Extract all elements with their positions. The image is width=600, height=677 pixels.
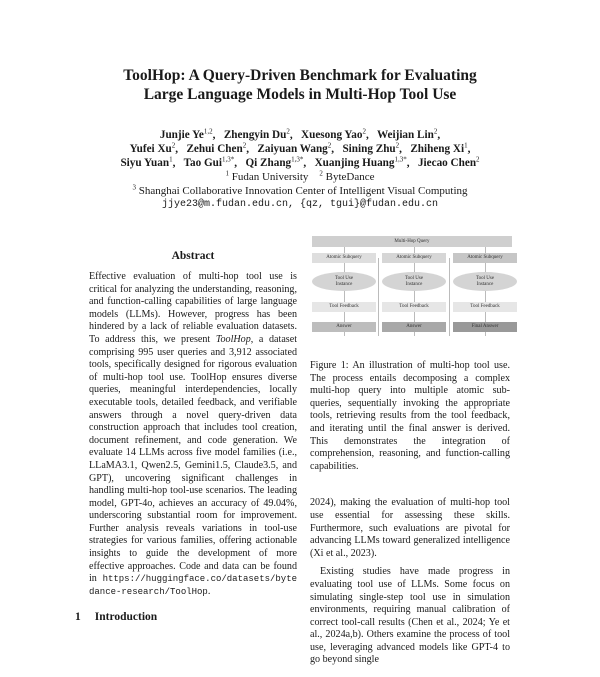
connector-line: [378, 258, 379, 336]
affiliation-line: $^3$ Shanghai Collaborative Innovation Center of Intelligent Visual Computing: [132, 183, 468, 197]
atomic-subquery-box: Atomic Subquery: [382, 253, 446, 263]
atomic-subquery-box: Atomic Subquery: [453, 253, 517, 263]
author-name: Xuanjing Huang$^{1,3*}$,: [314, 155, 410, 169]
abstract-body: Effective evaluation of multi-hop tool use is critical for analyzing the understanding, reasoning, and function-calling capabilities of large language models (LLMs). However, progress has been hindered by a lack of reliable evaluation datasets. To address this, we present ToolHop, a dataset comprising 995 user queries and 3,912 associated tools, specifically designed for rigorous evaluation of multi-hop tool use. ToolHop ensures diverse queries, meaningful interdependencies, locally executable tools, detailed feedback, and verifiable answers through a novel query-driven data construction approach that includes tool creation, document refinement, and code generation. We evaluate 14 LLMs across five model families (i.e., LLaMA3.1, Qwen2.5, Gemini1.5, Claude3.5, and GPT), uncovering significant challenges in handling multi-hop tool-use scenarios. The leading model, GPT-4o, achieves an accuracy of 49.04%, underscoring substantial room for improvement. Further analysis reveals variations in tool-use strategies for various families, offering actionable insights to guide the development of more effective approaches. Code and data can be found in https://huggingface.co/datasets/bytedance-research/ToolHop.: [89, 271, 298, 597]
tool-feedback-box: Tool Feedback: [312, 302, 376, 312]
paragraph: Existing studies have made progress in evaluating tool use of LLMs. Some focus on simulating single-step tool use in simulation environments, requiring manual calibration of correct tool-call results (Chen et al., 2024; Ye et al., 2024a,b). Others examine the process of tool use, leveraging advanced models like GPT-4 to go beyond single: [310, 566, 510, 666]
tool-use-instance-ellipse: Tool Use Instance: [312, 272, 376, 291]
figure-multi-hop-diagram: [312, 234, 520, 336]
author-name: Jiecao Chen$^2$: [417, 155, 480, 169]
intro-body: [310, 497, 510, 667]
two-column-body: [0, 234, 600, 667]
author-name: Xuesong Yao$^2$,: [301, 127, 369, 141]
connector-line: [449, 258, 450, 336]
tool-feedback-box: Tool Feedback: [382, 302, 446, 312]
tool-feedback-box: Tool Feedback: [453, 302, 517, 312]
author-name: Tao Gui$^{1,3*}$,: [183, 155, 238, 169]
answer-box: Answer: [312, 322, 376, 332]
author-name: Qi Zhang$^{1,3*}$,: [245, 155, 307, 169]
author-name: Yufei Xu$^2$,: [129, 141, 179, 155]
paper-header: [0, 0, 600, 212]
affiliation: Fudan University: [231, 171, 309, 183]
author-name: Siyu Yuan$^1$,: [120, 155, 176, 169]
author-name: Junjie Ye$^{1,2}$,: [159, 127, 216, 141]
author-name: Zhiheng Xi$^1$,: [410, 141, 471, 155]
tool-use-instance-ellipse: Tool Use Instance: [382, 272, 446, 291]
multi-hop-query-box: Multi-Hop Query: [312, 236, 512, 247]
right-column: [310, 234, 510, 667]
author-name: Zhengyin Du$^2$,: [223, 127, 293, 141]
paragraph: 2024), making the evaluation of multi-hop tool use essential for assessing these skills. Furthermore, such evaluations are pivotal for advancing LLMs toward generalized intelligence (Xi et al., 2023).: [310, 497, 510, 559]
title-line: Large Language Models in Multi-Hop Tool Use: [143, 86, 457, 103]
abstract-heading: Abstract: [171, 250, 215, 262]
author-emails: jjye23@m.fudan.edu.cn, {qz, tgui}@fudan.edu.cn: [161, 199, 439, 210]
author-name: Zehui Chen$^2$,: [186, 141, 249, 155]
answer-box: Answer: [382, 322, 446, 332]
atomic-subquery-box: Atomic Subquery: [312, 253, 376, 263]
answer-box: Final Answer: [453, 322, 517, 332]
title-line: ToolHop: A Query-Driven Benchmark for Evaluating: [123, 67, 477, 84]
author-name: Weijian Lin$^2$,: [376, 127, 441, 141]
affiliation-line: $^1$ Fudan University $^2$ ByteDance: [225, 169, 375, 183]
left-column: [75, 234, 298, 624]
paper-title: [0, 66, 600, 104]
tool-use-instance-ellipse: Tool Use Instance: [453, 272, 517, 291]
figure-caption: Figure 1: An illustration of multi-hop tool use. The process entails decomposing a complex multi-hop query into multiple atomic sub-queries, sequentially invoking the appropriate tools, retrieving results from the tool feedback, and iterating until the final answer is derived. This demonstrates the integration of comprehension, reasoning, and function-calling capabilities.: [310, 360, 510, 472]
author-name: Zaiyuan Wang$^2$,: [257, 141, 335, 155]
affiliation: Shanghai Collaborative Innovation Center of Intelligent Visual Computing: [138, 185, 468, 197]
dataset-link[interactable]: https://huggingface.co/datasets/bytedance-research/ToolHop: [89, 574, 297, 597]
section-heading: 1 Introduction: [75, 611, 158, 624]
author-name: Sining Zhu$^2$,: [342, 141, 402, 155]
affiliation: ByteDance: [325, 171, 375, 183]
author-list: [0, 128, 600, 170]
